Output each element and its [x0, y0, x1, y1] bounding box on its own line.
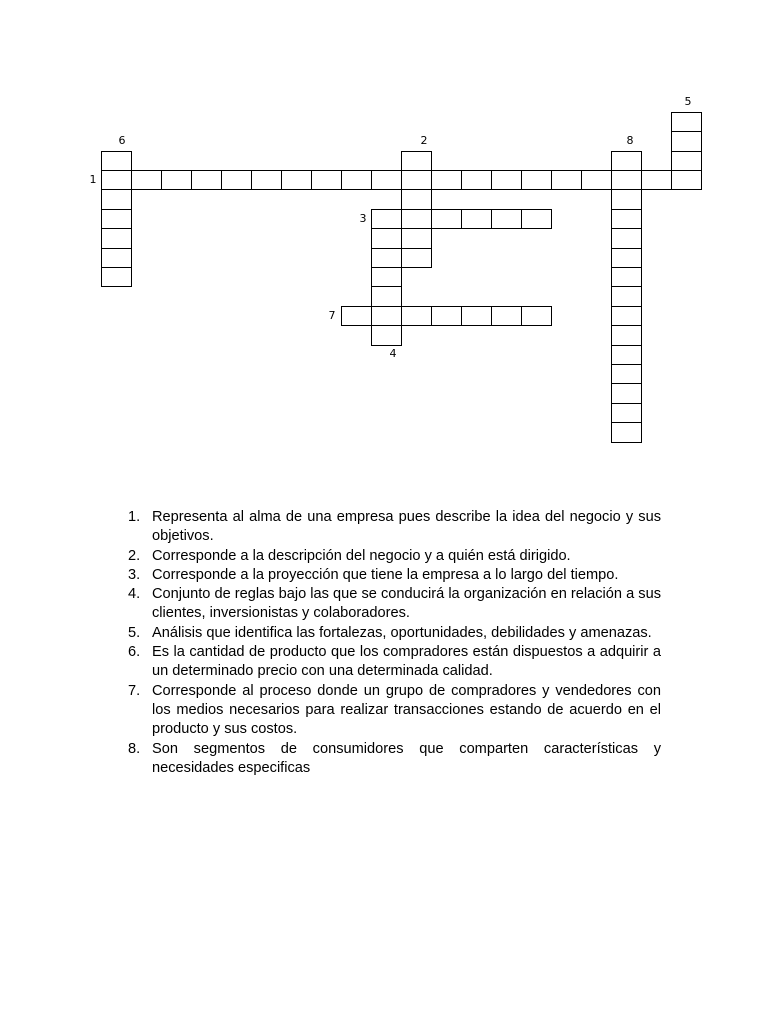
word-number-label-6: 6: [118, 134, 126, 147]
clue-text: Son segmentos de consumidores que comparten características y necesidades especificas: [152, 740, 661, 776]
clue-number: 7.: [128, 682, 141, 699]
clue-text: Corresponde a la descripción del negocio y a quién está dirigido.: [152, 547, 571, 564]
clue-item: [126, 624, 661, 643]
crossword-cell[interactable]: [101, 248, 132, 268]
clue-text: Representa al alma de una empresa pues describe la idea del negocio y sus objetivos.: [152, 509, 661, 545]
crossword-cell[interactable]: [101, 267, 132, 287]
crossword-cell[interactable]: [311, 170, 342, 190]
clue-item: [126, 682, 661, 740]
crossword-cell[interactable]: [431, 209, 462, 229]
word-number-label-1: 1: [89, 173, 97, 186]
crossword-cell[interactable]: [611, 286, 642, 306]
clue-number: 6.: [128, 644, 141, 661]
crossword-cell[interactable]: [371, 325, 402, 345]
crossword-cell[interactable]: [401, 248, 432, 268]
crossword-cell[interactable]: [611, 383, 642, 403]
crossword-cell[interactable]: [611, 267, 642, 287]
crossword-cell[interactable]: [491, 306, 522, 326]
crossword-cell[interactable]: [491, 209, 522, 229]
crossword-cell[interactable]: [431, 170, 462, 190]
clue-item: [126, 740, 661, 779]
crossword-cell[interactable]: [401, 209, 432, 229]
crossword-cell[interactable]: [611, 151, 642, 171]
crossword-cell[interactable]: [461, 170, 492, 190]
crossword-cell[interactable]: [371, 209, 402, 229]
word-number-label-3: 3: [359, 212, 367, 225]
crossword-cell[interactable]: [611, 422, 642, 442]
crossword-cell[interactable]: [131, 170, 162, 190]
crossword-cell[interactable]: [671, 151, 702, 171]
crossword-grid: [0, 0, 768, 470]
crossword-cell[interactable]: [371, 286, 402, 306]
crossword-cell[interactable]: [341, 170, 372, 190]
crossword-cell[interactable]: [401, 306, 432, 326]
crossword-cell[interactable]: [611, 228, 642, 248]
crossword-cell[interactable]: [341, 306, 372, 326]
crossword-cell[interactable]: [371, 267, 402, 287]
crossword-cell[interactable]: [281, 170, 312, 190]
crossword-cell[interactable]: [371, 248, 402, 268]
crossword-cell[interactable]: [551, 170, 582, 190]
clue-text: Corresponde al proceso donde un grupo de compradores y vendedores con los medios necesarios para realizar transacciones estando de acuerdo en el producto y sus costos.: [152, 682, 661, 738]
clue-number: 2.: [128, 547, 141, 564]
crossword-cell[interactable]: [521, 170, 552, 190]
crossword-cell[interactable]: [431, 306, 462, 326]
clue-text: Análisis que identifica las fortalezas, oportunidades, debilidades y amenazas.: [152, 624, 652, 641]
crossword-cell[interactable]: [401, 228, 432, 248]
crossword-cell[interactable]: [191, 170, 222, 190]
clue-item: [126, 508, 661, 547]
crossword-cell[interactable]: [611, 170, 642, 190]
crossword-cell[interactable]: [251, 170, 282, 190]
crossword-cell[interactable]: [611, 209, 642, 229]
crossword-cell[interactable]: [671, 112, 702, 132]
clue-text: Conjunto de reglas bajo las que se conducirá la organización en relación a sus clientes, inversionistas y colaboradores.: [152, 586, 661, 622]
crossword-cell[interactable]: [101, 228, 132, 248]
clue-item: [126, 643, 661, 682]
crossword-cell[interactable]: [461, 306, 492, 326]
crossword-cell[interactable]: [101, 189, 132, 209]
clue-list: [126, 508, 661, 778]
crossword-cell[interactable]: [221, 170, 252, 190]
crossword-cell[interactable]: [401, 189, 432, 209]
crossword-cell[interactable]: [671, 170, 702, 190]
crossword-cell[interactable]: [491, 170, 522, 190]
clue-number: 8.: [128, 740, 141, 757]
crossword-cell[interactable]: [101, 209, 132, 229]
clue-item: [126, 585, 661, 624]
clue-text: Corresponde a la proyección que tiene la empresa a lo largo del tiempo.: [152, 566, 619, 583]
crossword-cell[interactable]: [521, 306, 552, 326]
clue-number: 3.: [128, 566, 141, 583]
crossword-cell[interactable]: [671, 131, 702, 151]
crossword-cell[interactable]: [401, 151, 432, 171]
crossword-cell[interactable]: [611, 325, 642, 345]
crossword-cell[interactable]: [371, 306, 402, 326]
clue-number: 1.: [128, 509, 141, 525]
crossword-cell[interactable]: [611, 306, 642, 326]
clue-number: 4.: [128, 586, 141, 603]
clue-item: [126, 566, 661, 585]
crossword-cell[interactable]: [641, 170, 672, 190]
word-number-label-2: 2: [420, 134, 428, 147]
crossword-cell[interactable]: [611, 248, 642, 268]
word-number-label-8: 8: [626, 134, 634, 147]
clue-item: [126, 547, 661, 566]
crossword-cell[interactable]: [581, 170, 612, 190]
crossword-cell[interactable]: [371, 228, 402, 248]
word-number-label-7: 7: [328, 309, 336, 322]
word-number-label-5: 5: [684, 95, 692, 108]
crossword-cell[interactable]: [101, 151, 132, 171]
crossword-cell[interactable]: [611, 403, 642, 423]
crossword-cell[interactable]: [611, 345, 642, 365]
crossword-cell[interactable]: [101, 170, 132, 190]
crossword-cell[interactable]: [371, 170, 402, 190]
crossword-cell[interactable]: [461, 209, 492, 229]
clue-text: Es la cantidad de producto que los compradores están dispuestos a adquirir a un determinado precio con una determinada calidad.: [152, 644, 661, 680]
crossword-cell[interactable]: [401, 170, 432, 190]
crossword-cell[interactable]: [161, 170, 192, 190]
crossword-cell[interactable]: [611, 364, 642, 384]
word-number-label-4: 4: [389, 347, 397, 360]
clue-number: 5.: [128, 624, 141, 641]
crossword-cell[interactable]: [521, 209, 552, 229]
crossword-cell[interactable]: [611, 189, 642, 209]
